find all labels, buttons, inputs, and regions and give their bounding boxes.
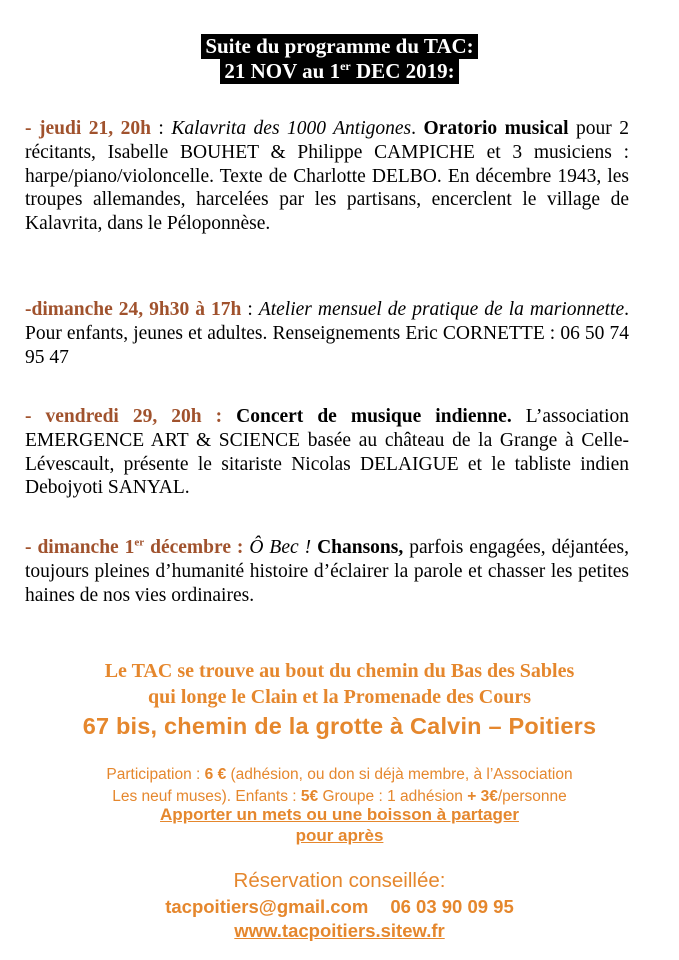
event-date-label: - jeudi 21, 20h [25,118,151,139]
event-type: Chansons, [317,537,404,558]
program-header [0,34,679,84]
event-date-label: -dimanche 24, 9h30 à 17h [25,299,242,320]
event-date-label: - dimanche 1er décembre : [25,536,244,558]
website-link[interactable]: www.tacpoitiers.sitew.fr [234,920,445,941]
directions-line: qui longe le Clain et la Promenade des Cours [148,686,531,708]
event-description: . Pour enfants, jeunes et adultes. Renseignements Eric CORNETTE : 06 50 74 95 47 [25,299,629,368]
event-title: Atelier mensuel de pratique de la marionnette [258,299,625,320]
event-title: Ô Bec ! [249,537,312,558]
participation-info: Participation : 6 € (adhésion, ou don si déjà membre, à l’Association Les neuf muses). Enfants : 5€ Groupe : 1 adhésion + 3€/personne [106,766,573,805]
date-range: 21 NOV au 1er DEC 2019: [220,59,458,84]
event-type: Concert de musique indienne. [236,406,512,427]
event-title: Kalavrita des 1000 Antigones [171,118,412,139]
address: 67 bis, chemin de la grotte à Calvin – Poitiers [82,713,597,739]
event-description: pour 2 récitants, Isabelle BOUHET & Philippe CAMPICHE et 3 musiciens : harpe/piano/violoncelle. Texte de Charlotte DELBO. En décembre 1943, les troupes allemandes, harcelées par les partisans, encerclent le village de Kalavrita, dans le Péloponnèse. [25,118,630,235]
event-dimanche-1er [25,536,629,607]
page-title: Suite du programme du TAC: [201,34,477,59]
contact-line [0,895,679,919]
event-date-label: - vendredi 29, 20h : [25,406,223,427]
email-link[interactable]: tacpoitiers@gmail.com [165,896,369,917]
event-vendredi-29 [25,405,629,500]
reservation-label: Réservation conseillée: [233,869,446,892]
event-dimanche-24: -dimanche 24, 9h30 à 17h : Atelier mensuel de pratique de la marionnette. Pour enfants, jeunes et adultes. Renseignements Eric CORNETTE : 06 50 74 95 47 [25,299,629,368]
event-description: parfois engagées, déjantées, toujours pleines d’humanité histoire d’éclairer la parole et chasser les petites haines de nos vies ordinaires. [25,537,629,606]
event-description: L’association EMERGENCE ART & SCIENCE basée au château de la Grange à Celle-Lévescault, présente le sitariste Nicolas DELAIGUE et le tabliste indien Debojyoti SANYAL. [25,406,630,499]
location-directions [0,658,679,710]
directions-line: Le TAC se trouve au bout du chemin du Bas des Sables [104,660,575,682]
event-type: Oratorio musical [423,118,569,139]
event-jeudi-21: - jeudi 21, 20h : Kalavrita des 1000 Antigones. Oratorio musical pour 2 récitants, Isabelle BOUHET & Philippe CAMPICHE et 3 musiciens : harpe/piano/violoncelle. Texte de Charlotte DELBO. En décembre 1943, les troupes allemandes, harcelées par les partisans, encerclent le village de Kalavrita, dans le Péloponnèse. [25,118,630,235]
phone-number[interactable]: 06 03 90 09 95 [390,896,514,917]
bring-food-notice: Apporter un mets ou une boisson à partager pour après [160,805,519,845]
